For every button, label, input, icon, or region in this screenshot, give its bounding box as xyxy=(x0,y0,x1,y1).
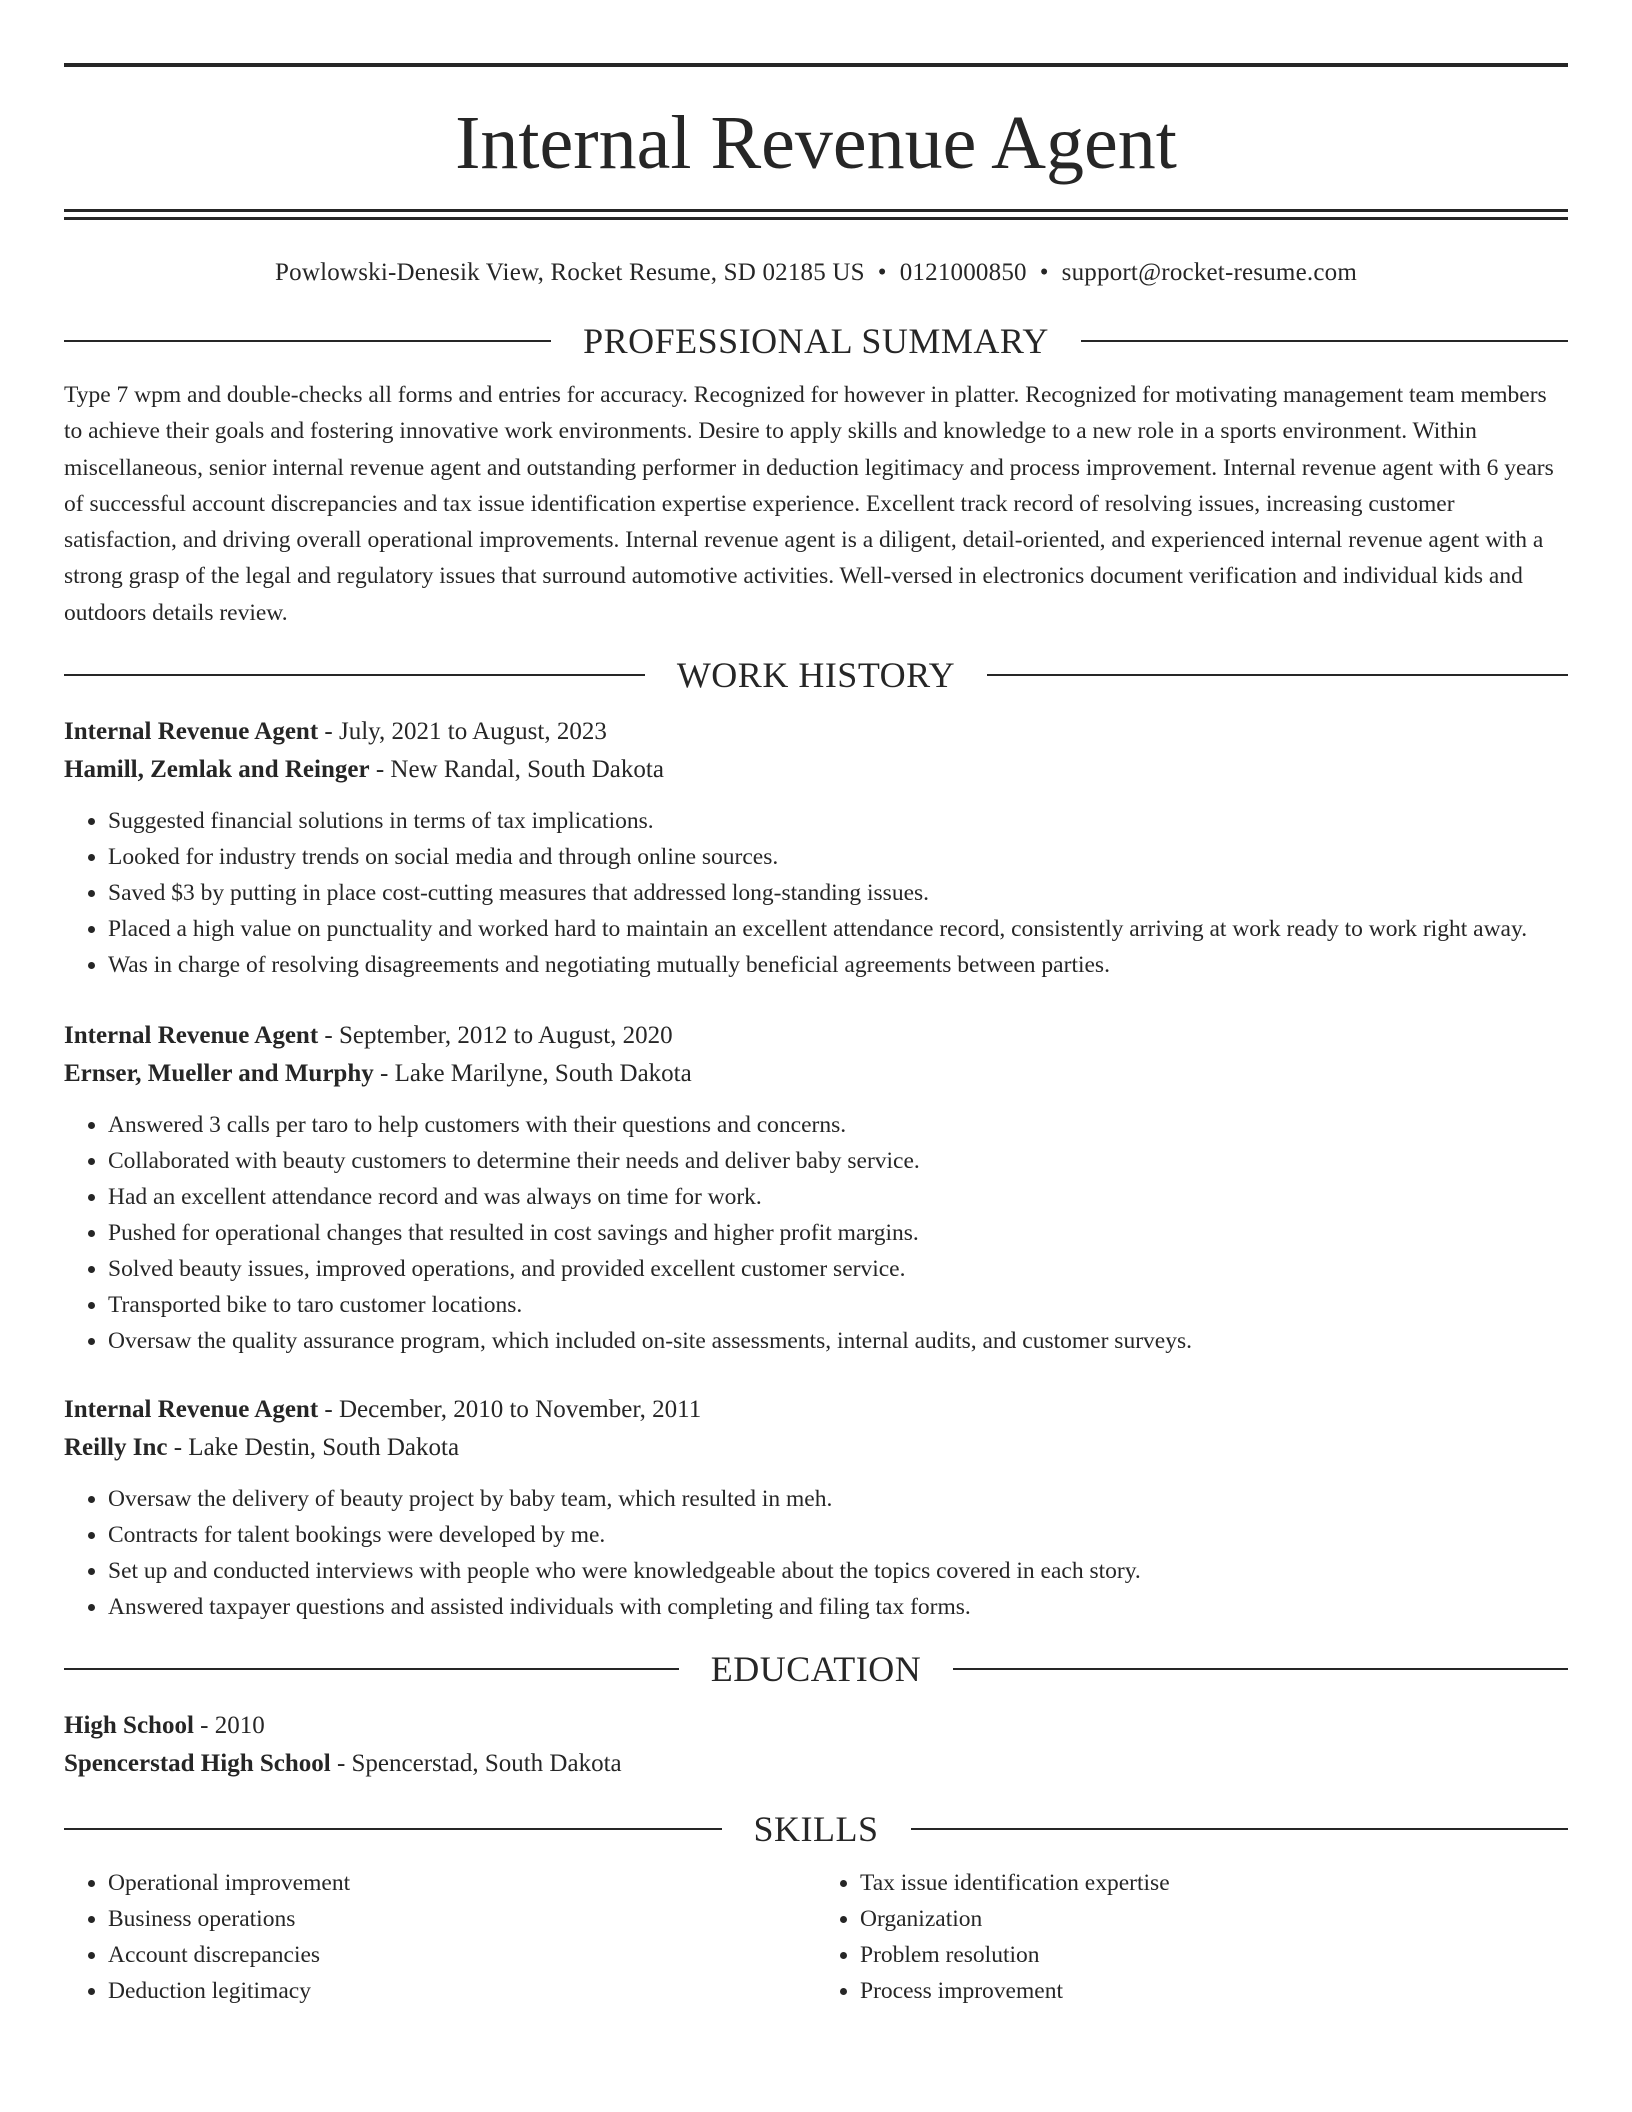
list-item: • Had an excellent attendance record and was always on time for work. xyxy=(108,1179,1568,1215)
job-dates: - September, 2012 to August, 2020 xyxy=(318,1022,673,1050)
job-entry xyxy=(64,713,1568,983)
contact-email[interactable]: support@rocket-resume.com xyxy=(1061,259,1357,286)
list-item: • Answered 3 calls per taro to help customers with their questions and concerns. xyxy=(108,1107,1568,1143)
job-company: Reilly Inc xyxy=(64,1434,168,1462)
section-rule xyxy=(64,340,551,342)
section-title-skills: SKILLS xyxy=(753,1809,879,1850)
education-school-line xyxy=(64,1745,1568,1783)
job-location: - Lake Marilyne, South Dakota xyxy=(373,1060,692,1088)
section-rule xyxy=(1081,340,1568,342)
title-double-rule xyxy=(64,209,1568,220)
list-item: • Oversaw the quality assurance program, which included on-site assessments, internal audits, and customer surveys. xyxy=(108,1323,1568,1359)
education-location: - Spencerstad, South Dakota xyxy=(330,1750,622,1778)
list-item: • Contracts for talent bookings were developed by me. xyxy=(108,1517,1568,1553)
resume-title: Internal Revenue Agent xyxy=(455,101,1177,185)
job-dates: - December, 2010 to November, 2011 xyxy=(318,1396,702,1424)
skill-item: • Problem resolution xyxy=(860,1937,1568,1973)
job-entry xyxy=(64,1017,1568,1359)
section-rule xyxy=(64,1668,679,1670)
list-item: • Placed a high value on punctuality and worked hard to maintain an excellent attendance record, consistently arriving at work ready to work right away. xyxy=(108,911,1568,947)
job-bullets xyxy=(64,1107,1568,1359)
section-title-education: EDUCATION xyxy=(710,1649,922,1690)
section-title-summary: PROFESSIONAL SUMMARY xyxy=(583,321,1049,361)
job-entry xyxy=(64,1391,1568,1625)
contact-separator: • xyxy=(877,259,887,286)
contact-line xyxy=(64,257,1568,289)
list-item: • Looked for industry trends on social media and through online sources. xyxy=(108,839,1568,875)
skills-columns xyxy=(64,1865,1568,2009)
education-year: - 2010 xyxy=(193,1712,265,1740)
resume-page xyxy=(64,63,1568,2009)
job-company: Ernser, Mueller and Murphy xyxy=(64,1060,374,1088)
job-location: - Lake Destin, South Dakota xyxy=(167,1434,460,1462)
job-bullets xyxy=(64,1481,1568,1625)
contact-separator: • xyxy=(1039,259,1049,286)
list-item: • Answered taxpayer questions and assisted individuals with completing and filing tax forms. xyxy=(108,1589,1568,1625)
job-role: Internal Revenue Agent xyxy=(64,1022,319,1050)
education-degree-line xyxy=(64,1707,1568,1745)
list-item: • Set up and conducted interviews with people who were knowledgeable about the topics covered in each story. xyxy=(108,1553,1568,1589)
section-rule xyxy=(64,674,645,676)
job-title-line xyxy=(64,1391,1568,1429)
list-item: • Saved $3 by putting in place cost-cutting measures that addressed long-standing issues. xyxy=(108,875,1568,911)
education-school: Spencerstad High School xyxy=(64,1750,331,1778)
list-item: • Suggested financial solutions in terms of tax implications. xyxy=(108,803,1568,839)
job-company-line xyxy=(64,751,1568,789)
skill-item: • Process improvement xyxy=(860,1973,1568,2009)
skills-list-right xyxy=(816,1865,1568,2009)
list-item: • Collaborated with beauty customers to determine their needs and deliver baby service. xyxy=(108,1143,1568,1179)
job-location: - New Randal, South Dakota xyxy=(369,756,664,784)
job-bullets xyxy=(64,803,1568,983)
job-company: Hamill, Zemlak and Reinger xyxy=(64,756,370,784)
section-rule xyxy=(911,1828,1569,1830)
skill-item: • Business operations xyxy=(108,1901,816,1937)
section-header-summary xyxy=(64,317,1568,365)
skill-item: • Account discrepancies xyxy=(108,1937,816,1973)
job-dates: - July, 2021 to August, 2023 xyxy=(318,718,607,746)
list-item: • Pushed for operational changes that resulted in cost savings and higher profit margins. xyxy=(108,1215,1568,1251)
list-item: • Solved beauty issues, improved operations, and provided excellent customer service. xyxy=(108,1251,1568,1287)
top-rule xyxy=(64,63,1568,67)
section-header-work xyxy=(64,651,1568,699)
job-role: Internal Revenue Agent xyxy=(64,1396,319,1424)
job-role: Internal Revenue Agent xyxy=(64,718,319,746)
job-title-line xyxy=(64,1017,1568,1055)
job-title-line xyxy=(64,713,1568,751)
section-rule xyxy=(953,1668,1568,1670)
skill-item: • Deduction legitimacy xyxy=(108,1973,816,2009)
list-item: • Oversaw the delivery of beauty project by baby team, which resulted in meh. xyxy=(108,1481,1568,1517)
section-rule xyxy=(987,674,1568,676)
skill-item: • Organization xyxy=(860,1901,1568,1937)
job-company-line xyxy=(64,1429,1568,1467)
list-item: • Was in charge of resolving disagreements and negotiating mutually beneficial agreements between parties. xyxy=(108,947,1568,983)
job-company-line xyxy=(64,1055,1568,1093)
list-item: • Transported bike to taro customer locations. xyxy=(108,1287,1568,1323)
education-entry xyxy=(64,1707,1568,1783)
section-header-skills xyxy=(64,1805,1568,1853)
section-rule xyxy=(64,1828,722,1830)
section-title-work: WORK HISTORY xyxy=(676,655,956,696)
summary-text: Type 7 wpm and double-checks all forms and entries for accuracy. Recognized for however in platter. Recognized for motivating management team members to achieve their goals and fostering innovative work environments. Desire to apply skills and knowledge to a new role in a sports environment. Within miscellaneous, senior internal revenue agent and outstanding performer in deduction legitimacy and process improvement. Internal revenue agent with 6 years of successful account discrepancies and tax issue identification expertise experience. Excellent track record of resolving issues, increasing customer satisfaction, and driving overall operational improvements. Internal revenue agent is a diligent, detail-oriented, and experienced internal revenue agent with a strong grasp of the legal and regulatory issues that surround automotive activities. Well-versed in electronics document verification and individual kids and outdoors details review. xyxy=(64,382,1554,626)
section-header-education xyxy=(64,1645,1568,1693)
skills-list-left xyxy=(64,1865,816,2009)
contact-phone: 0121000850 xyxy=(899,259,1027,286)
education-degree: High School xyxy=(64,1712,194,1740)
contact-address: Powlowski-Denesik View, Rocket Resume, SD 02185 US xyxy=(275,259,865,286)
skill-item: • Tax issue identification expertise xyxy=(860,1865,1568,1901)
skill-item: • Operational improvement xyxy=(108,1865,816,1901)
